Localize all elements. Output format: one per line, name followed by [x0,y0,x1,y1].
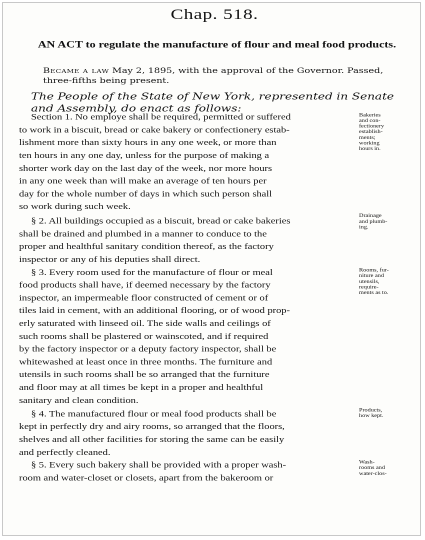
section-1 [19,112,357,214]
section-4 [19,408,357,459]
section-line: inspector or any of his deputies shall direct. [19,255,201,265]
margin-note-2 [359,213,407,230]
margin-note-1 [359,112,407,151]
section-line: and perfectly cleaned. [19,448,111,458]
margin-note-line: and plumb- [359,218,388,225]
section-line: shelves and all other facilities for storing the same can be easily [19,435,285,445]
margin-note-line: Products, [359,407,383,414]
margin-note-5 [359,460,407,477]
margin-note-line: Wash- [359,459,375,466]
margin-note-line: ing. [359,224,369,230]
section-line: kept in perfectly dry and airy rooms, so arranged that the floors, [19,422,285,432]
margin-note-line: ments as to. [359,290,389,296]
page-frame [2,2,421,536]
enactment-note-text: May 2, 1895, with the approval of the Governor. Passed, three-fifths being present. [43,66,384,86]
section-line: utensils in such rooms shall be so arranged that the furniture [19,370,270,380]
margin-note-line: niture and [359,273,384,279]
margin-note-4 [359,408,407,419]
section-2 [19,216,357,267]
enacting-clause: The People of the State of New York, represented in Senate and Assembly, do enact as follows: [31,90,395,114]
enactment-note [43,67,403,86]
margin-note-3 [359,268,407,296]
margin-note-line: establish- [359,129,383,135]
margin-note-line: fectionery [359,123,385,130]
margin-note-line: hours in. [359,146,381,152]
section-line: food products shall have, if deemed necessary by the factory [19,281,271,290]
section-line: proper and healthful sanitary condition thereof, as the factory [19,242,274,252]
section-line: lishment more than sixty hours in any one week, or more than [19,138,277,148]
section-3 [19,267,357,408]
margin-note-line: utensils, [359,278,380,285]
section-line: such rooms shall be plastered or wainscoted, and if required [19,332,269,342]
enactment-note-lead: Became a law [43,66,110,76]
margin-note-line: Bakeries [359,112,381,118]
section-line: Section 1. No employe shall be required, permitted or suffered [31,113,291,122]
section-line: ten hours in any one day, unless for the purpose of making a [19,151,270,161]
section-line: tiles laid in cement, with an additional flooring, or of wood prop- [19,306,290,316]
section-line: § 3. Every room used for the manufacture of flour or meal [31,268,273,278]
section-line: in any one week than will make an average of ten hours per [19,177,267,186]
document-page [17,6,412,483]
section-line: inspector, an impermeable floor constructed of cement or of [19,294,269,303]
section-line: whitewashed at least once in three months. The furniture and [19,358,273,367]
section-line: sanitary and clean condition. [19,396,139,406]
section-line: to work in a biscuit, bread or cake bakery or confectionery estab- [19,126,290,135]
section-line: shorter work day on the last day of the week, nor more hours [19,164,273,174]
margin-note-line: rooms and [359,465,385,471]
section-line: by the factory inspector or a deputy factory inspector, shall be [19,345,277,354]
section-line: erly saturated with linseed oil. The side walls and ceilings of [19,319,271,329]
section-line: and floor may at all times be kept in a proper and healthful [19,383,264,393]
margin-note-line: how kept. [359,413,384,419]
section-line: shall be drained and plumbed in a manner to conduce to the [19,230,267,239]
margin-note-line: water-clos- [359,470,387,477]
section-line: room and water-closet or closets, apart from the bakeroom or [19,474,274,483]
margin-note-line: Rooms, fur- [359,267,389,274]
margin-note-line: Drainage [359,213,382,219]
margin-note-line: working [359,140,380,146]
section-line: day for the whole number of days in which such person shall [19,190,273,199]
margin-note-line: require- [359,284,379,290]
section-5 [19,460,357,486]
section-line: so work during such week. [19,202,131,212]
margin-note-line: and con- [359,118,381,124]
section-line: § 5. Every such bakery shall be provided with a proper wash- [31,461,287,470]
margin-note-line: ments; [359,134,376,141]
act-title: AN ACT to regulate the manufacture of flour and meal food products. [37,38,397,50]
section-line: § 4. The manufactured flour or meal food products shall be [31,410,277,419]
chapter-heading: Chap. 518. [170,6,259,23]
section-line: § 2. All buildings occupied as a biscuit, bread or cake bakeries [31,217,291,226]
